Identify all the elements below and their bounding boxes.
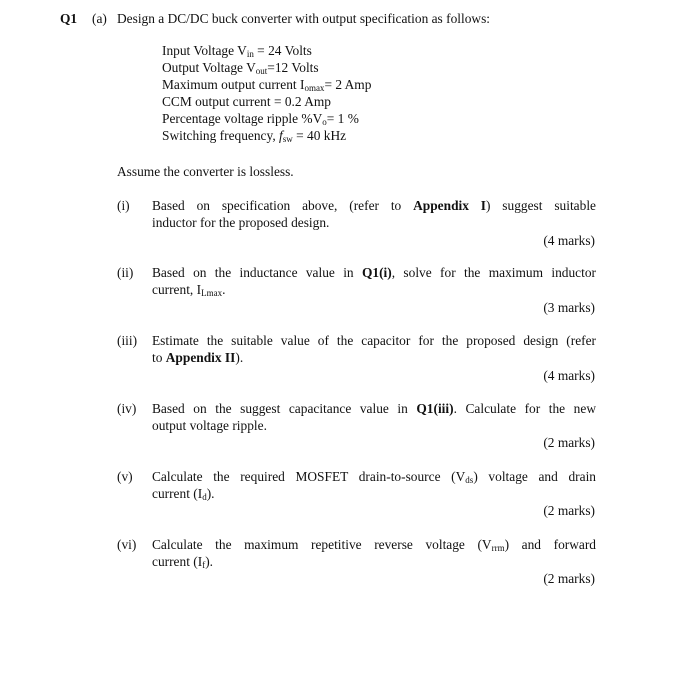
spec-input-voltage: Input Voltage $V_{in} = 24$ Volts — [162, 43, 312, 59]
item-number: (v) — [117, 469, 133, 484]
assumption-text: Assume the converter is lossless. — [117, 164, 294, 179]
item-text-line2: current $(I_d)$. — [152, 486, 215, 502]
spec-voltage-ripple: Percentage voltage ripple $\%V_o= 1$ % — [162, 111, 359, 127]
item-marks: (2 marks) — [543, 435, 595, 450]
item-marks: (4 marks) — [543, 368, 595, 383]
item-text-line2: inductor for the proposed design. — [152, 215, 330, 230]
item-number: (iii) — [117, 333, 138, 348]
question-part: (a) — [92, 11, 107, 26]
item-number: (i) — [117, 198, 130, 213]
item-number: (ii) — [117, 265, 134, 280]
item-text-line1: Calculate the maximum repetitive reverse voltage $(V_{rrm})$ and forward — [152, 537, 596, 553]
item-text-line2: output voltage ripple. — [152, 418, 267, 433]
item-number: (iv) — [117, 401, 137, 416]
question-number: Q1 — [60, 11, 78, 26]
spec-output-voltage: Output Voltage $V_{out}=12$ Volts — [162, 60, 319, 76]
item-text-line2: to Appendix II). — [152, 350, 244, 365]
item-text-line1: Based on specification above, (refer to Appendix I) suggest suitable — [152, 198, 596, 213]
item-text-line2: current, $I_{Lmax}$. — [152, 282, 226, 298]
item-number: (vi) — [117, 537, 137, 552]
item-text-line1: Based on the inductance value in Q1(i), solve for the maximum inductor — [152, 265, 596, 280]
item-text-line1: Calculate the required MOSFET drain-to-source $(V_{ds})$ voltage and drain — [152, 469, 596, 485]
spec-ccm-current: CCM output current = 0.2 Amp — [162, 94, 331, 109]
spec-max-current: Maximum output current $I_{omax}= 2$ Amp — [162, 77, 372, 93]
item-marks: (2 marks) — [543, 503, 595, 518]
item-marks: (3 marks) — [543, 300, 595, 315]
spec-switching-frequency: Switching frequency, $f_{sw} = 40$ kHz — [162, 128, 347, 144]
question-intro: Design a DC/DC buck converter with output specification as follows: — [117, 11, 491, 26]
item-text-line1: Based on the suggest capacitance value in Q1(iii). Calculate for the new — [152, 401, 596, 416]
item-marks: (2 marks) — [543, 571, 595, 586]
item-text-line2: current $(I_f)$. — [152, 554, 213, 570]
item-marks: (4 marks) — [543, 233, 595, 248]
item-text-line1: Estimate the suitable value of the capacitor for the proposed design (refer — [152, 333, 596, 348]
